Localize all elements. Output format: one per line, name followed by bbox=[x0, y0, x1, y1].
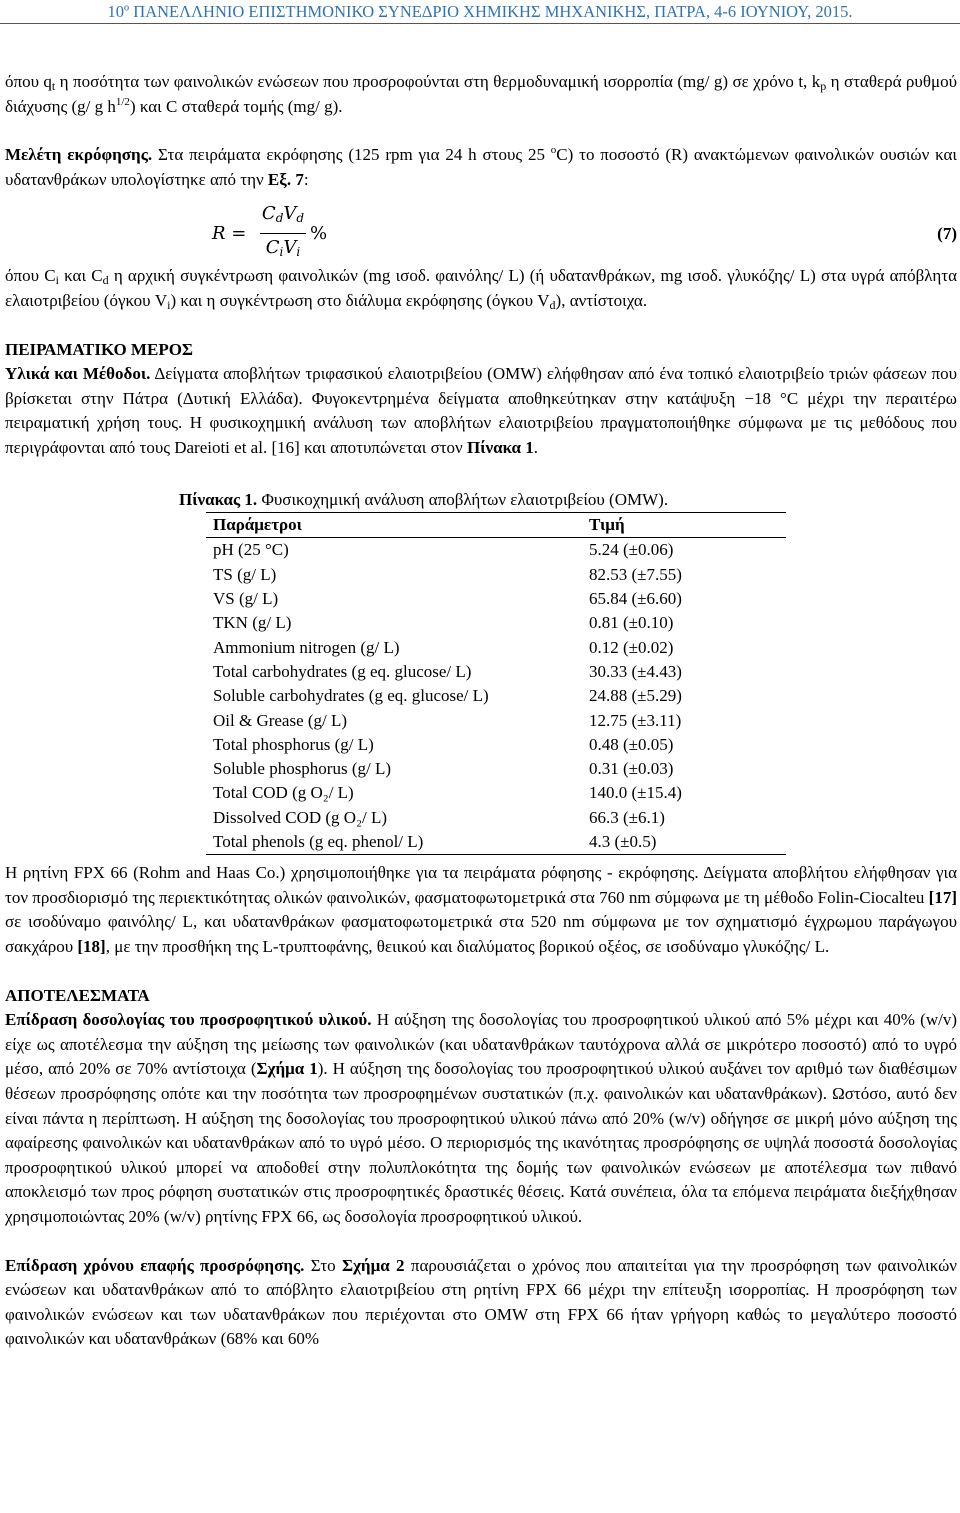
cell-value: 140.0 (±15.4) bbox=[589, 783, 682, 803]
subscript: d bbox=[296, 211, 305, 226]
section-title-desorption: Μελέτη εκρόφησης. bbox=[5, 145, 153, 165]
text: Δείγματα αποβλήτων τριφασικού ελαιοτριβείου (OMW) ελήφθησαν από ένα τοπικό ελαιοτριβείο τριών φάσεων που βρίσκεται στην Πάτρα (Δυτική Ελλάδα). Φυγοκεντρημένα δείγματα αποθηκεύτηκαν στην κατάψυξη −18 °C μέχρι την περαιτέρω πειραματική χρήση τους. Η φυσικοχημική ανάλυση των αποβλήτων ελαιοτριβείου πραγματοποιήθηκε σύμφωνα με τις μεθόδους που περιγράφονται από τους Dareioti et al. [16] και αποτυπώνεται στον bbox=[5, 364, 958, 457]
cell-value: 66.3 (±6.1) bbox=[589, 807, 665, 827]
heading-experimental: ΠΕΙΡΑΜΑΤΙΚΟ ΜΕΡΟΣ bbox=[5, 339, 194, 359]
col-header-param bbox=[206, 513, 582, 538]
cell-param: VS (g/ L) bbox=[213, 589, 279, 609]
table-row bbox=[206, 709, 786, 733]
section-title-materials: Υλικά και Μέθοδοι. bbox=[5, 364, 151, 384]
table-row bbox=[206, 636, 786, 660]
text: παρουσιάζεται ο χρόνος που απαιτείται για την προσρόφηση των φαινολικών ενώσεων και υδατανθράκων από το απόβλητο ελαιοτριβείου στη ρητίνη FPX 66 μέχρι την επίτευξη ισορροπίας. Η προσρόφηση των φαινολικών ενώσεων και των υδατανθράκων που περιέχονται στο OMW στη FPX 66 ήταν γρήγορη καθώς το μεγαλύτερο ποσοστό φαινολικών και υδατανθράκων (68% και 60% bbox=[5, 1255, 957, 1349]
paragraph-resin bbox=[5, 861, 957, 959]
cell-param: Total phenols (g eq. phenol/ L) bbox=[213, 831, 424, 851]
table-header-row bbox=[206, 513, 786, 538]
subscript: i bbox=[167, 297, 171, 312]
subscript: t bbox=[51, 79, 56, 93]
text: Στο bbox=[304, 1255, 342, 1275]
symbol: C bbox=[265, 236, 280, 258]
table-row bbox=[206, 611, 786, 635]
cell-param: Soluble phosphorus (g/ L) bbox=[213, 759, 392, 779]
symbol: C bbox=[261, 203, 276, 225]
equation-fraction bbox=[260, 202, 306, 264]
table-row bbox=[206, 660, 786, 684]
heading-results: ΑΠΟΤΕΛΕΣΜΑΤΑ bbox=[5, 985, 150, 1005]
paragraph-ci-cd bbox=[5, 264, 957, 313]
table-1-block bbox=[179, 488, 796, 856]
text: ) και C σταθερά τομής (mg/ g). bbox=[129, 96, 343, 116]
cell-value: 0.31 (±0.03) bbox=[589, 759, 674, 779]
text: Στα πειράματα εκρόφησης (125 rpm για 24 h στους 25 bbox=[152, 145, 551, 165]
col-header-value bbox=[582, 513, 786, 538]
text: όπου C bbox=[5, 266, 56, 286]
text: Η αύξηση της δοσολογίας του προσροφητικού υλικού από 5% μέχρι και 40% (w/v) είχε ως αποτέλεσμα την αύξηση της μείωσης των φαινολικών (και υδατανθράκων ταυτόχρονα αλλά σε μικρότερο ποσοστό) από το υγρό μέσο, από 20% σε 70% αντίστοιχα ( bbox=[5, 1010, 958, 1079]
cell-value: 12.75 (±3.11) bbox=[589, 710, 682, 730]
cell-param: Total COD (g O₂/ L) bbox=[213, 783, 354, 803]
symbol: V bbox=[283, 236, 297, 258]
text: σε ισοδύναμο φαινόλης/ L, και υδατανθράκων φασματοφωτομετρικά στα 520 nm σύμφωνα με τον σχηματισμό έγχρωμου παράγωγου σακχάρου bbox=[5, 912, 957, 957]
cell-param: Oil & Grease (g/ L) bbox=[213, 710, 348, 730]
paragraph-contact-time bbox=[5, 1254, 957, 1352]
subscript: d bbox=[102, 273, 109, 288]
subscript: p bbox=[820, 79, 827, 93]
equation-number: (7) bbox=[937, 224, 957, 244]
equation-lhs: R = bbox=[212, 223, 247, 245]
table-row bbox=[206, 830, 786, 855]
text: ), αντίστοιχα. bbox=[555, 290, 648, 310]
text: ) και η συγκέντρωση στο διάλυμα εκρόφησης (όγκου V bbox=[170, 290, 550, 310]
paragraph-desorption bbox=[5, 143, 957, 192]
equation-percent: % bbox=[310, 223, 328, 245]
cell-param: Dissolved COD (g O₂/ L) bbox=[213, 807, 388, 827]
superscript: o bbox=[550, 144, 557, 157]
figure-ref: Σχήμα 1 bbox=[256, 1059, 318, 1079]
text: ). Η αύξηση της δοσολογίας του προσροφητικού υλικού αυξάνει τον αριθμό των διαθέσιμων θέσεων προσρόφησης οπότε και την ποσότητα των προσροφημένων συστατικών (π.χ. φαινολικών και υδατανθράκων). Ωστόσο, αυτό δεν είναι πάντα η περίπτωση. Η αύξηση της δοσολογίας του προσροφητικού υλικού πάνω από 20% (w/v) οδήγησε σε μικρή μόνο αύξηση της αφαίρεσης φαινολικών και υδατανθράκων από το υγρό μέσο. Ο περιορισμός της ικανότητας προσρόφησης σε υψηλά ποσοστά δοσολογίας προσροφητικού υλικού μπορεί να αποδοθεί στην πολυπλοκότητα της δομής των φαινολικών ενώσεων με αποτέλεσμα των πιθανό αποκλεισμό των προς ρόφηση συστατικών στις προσροφητικές δραστικές θέσεις. Κατά συνέπεια, όλα τα επόμενα πειράματα διεξήχθησαν χρησιμοποιώντας 20% (w/v) ρητίνης FPX 66, ως δοσολογία προσροφητικού υλικού. bbox=[5, 1059, 957, 1226]
page-content bbox=[5, 70, 957, 1352]
superscript: 1/2 bbox=[115, 95, 130, 108]
cell-value: 0.48 (±0.05) bbox=[589, 734, 674, 754]
table-row bbox=[206, 733, 786, 757]
equation-7 bbox=[5, 196, 957, 264]
header-text: Τιμή bbox=[589, 515, 625, 535]
caption-text: Φυσικοχημική ανάλυση αποβλήτων ελαιοτριβείου (OMW). bbox=[257, 489, 669, 509]
paragraph-materials bbox=[5, 362, 957, 460]
text: η σταθερά ρυθμού διάχυσης (g/ g h bbox=[5, 72, 958, 116]
table-row bbox=[206, 684, 786, 708]
cell-value: 82.53 (±7.55) bbox=[589, 564, 682, 584]
caption-label: Πίνακας 1. bbox=[179, 489, 258, 509]
paragraph-dosage bbox=[5, 1008, 957, 1229]
text: όπου q bbox=[5, 72, 52, 91]
text: . bbox=[533, 437, 539, 457]
cell-param: TS (g/ L) bbox=[213, 564, 277, 584]
text: και C bbox=[58, 266, 103, 286]
cell-value: 30.33 (±4.43) bbox=[589, 661, 682, 681]
table-1 bbox=[206, 512, 786, 855]
table-row bbox=[206, 806, 786, 830]
table-row bbox=[206, 587, 786, 611]
text: Η ρητίνη FPX 66 (Rohm and Haas Co.) χρησιμοποιήθηκε για τα πειράματα ρόφησης - εκρόφησης. Δείγματα αποβλήτου ελήφθησαν για τον προσδιορισμό της περιεκτικότητας ολικών φαινολικών, φασματοφωτομετρικά στα 760 nm σύμφωνα με τη μέθοδο Folin-Ciocalteu bbox=[5, 863, 957, 907]
text: C) το ποσοστό (R) ανακτώμενων φαινολικών ουσιών και υδατανθράκων υπολογίστηκε από την bbox=[5, 145, 957, 189]
cell-param: TKN (g/ L) bbox=[213, 613, 292, 633]
text: : bbox=[303, 169, 309, 189]
symbol: V bbox=[283, 203, 297, 225]
cell-param: Total phosphorus (g/ L) bbox=[213, 734, 374, 754]
cell-value: 24.88 (±5.29) bbox=[589, 686, 682, 706]
subscript: i bbox=[55, 273, 59, 288]
table-caption bbox=[179, 488, 796, 513]
citation-ref: [18] bbox=[77, 937, 106, 957]
cell-value: 0.12 (±0.02) bbox=[589, 637, 674, 657]
table-row bbox=[206, 563, 786, 587]
cell-value: 5.24 (±0.06) bbox=[589, 540, 674, 560]
cell-value: 4.3 (±0.5) bbox=[589, 831, 657, 851]
section-title-dosage: Επίδραση δοσολογίας του προσροφητικού υλικού. bbox=[5, 1010, 372, 1030]
cell-param: pH (25 °C) bbox=[213, 540, 289, 560]
page-header: 10º ΠΑΝΕΛΛΗΝΙΟ ΕΠΙΣΤΗΜΟΝΙΚΟ ΣΥΝΕΔΡΙΟ ΧΗΜΙΚΗΣ ΜΗΧΑΝΙΚΗΣ, ΠΑΤΡΑ, 4-6 ΙΟΥΝΙΟΥ, 2015. bbox=[0, 2, 960, 24]
cell-param: Total carbohydrates (g eq. glucose/ L) bbox=[213, 661, 472, 681]
subscript: i bbox=[296, 244, 301, 259]
table-row bbox=[206, 538, 786, 563]
subscript: i bbox=[279, 244, 284, 259]
table-row bbox=[206, 757, 786, 781]
citation-ref: [17] bbox=[928, 887, 957, 907]
table-ref: Πίνακα 1 bbox=[467, 437, 534, 457]
text: , με την προσθήκη της L-τρυπτοφάνης, θειικού και διαλύματος βορικού οξέος, σε ισοδύναμο γλυκόζης/ L. bbox=[105, 937, 830, 957]
cell-value: 65.84 (±6.60) bbox=[589, 589, 682, 609]
fraction-denominator bbox=[260, 234, 306, 265]
equation-ref: Εξ. 7 bbox=[267, 169, 304, 189]
cell-param: Soluble carbohydrates (g eq. glucose/ L) bbox=[213, 686, 489, 706]
section-title-contact-time: Επίδραση χρόνου επαφής προσρόφησης. bbox=[5, 1255, 305, 1275]
cell-param: Ammonium nitrogen (g/ L) bbox=[213, 637, 400, 657]
fraction-numerator bbox=[260, 202, 306, 234]
text: η αρχική συγκέντρωση φαινολικών (mg ισοδ. φαινόλης/ L) (ή υδατανθράκων, mg ισοδ. γλυκόζης/ L) στα υγρά απόβλητα ελαιοτριβείου (όγκου V bbox=[5, 266, 957, 310]
subscript: d bbox=[275, 211, 284, 226]
cell-value: 0.81 (±0.10) bbox=[589, 613, 674, 633]
paragraph-q-definition bbox=[5, 70, 957, 119]
text: η ποσότητα των φαινολικών ενώσεων που προσροφούνται στη θερμοδυναμική ισορροπία (mg/ g) σε χρόνο t, k bbox=[55, 72, 821, 91]
table-row bbox=[206, 781, 786, 805]
figure-ref: Σχήμα 2 bbox=[341, 1255, 405, 1275]
header-text: Παράμετροι bbox=[213, 515, 302, 535]
subscript: d bbox=[549, 297, 556, 312]
